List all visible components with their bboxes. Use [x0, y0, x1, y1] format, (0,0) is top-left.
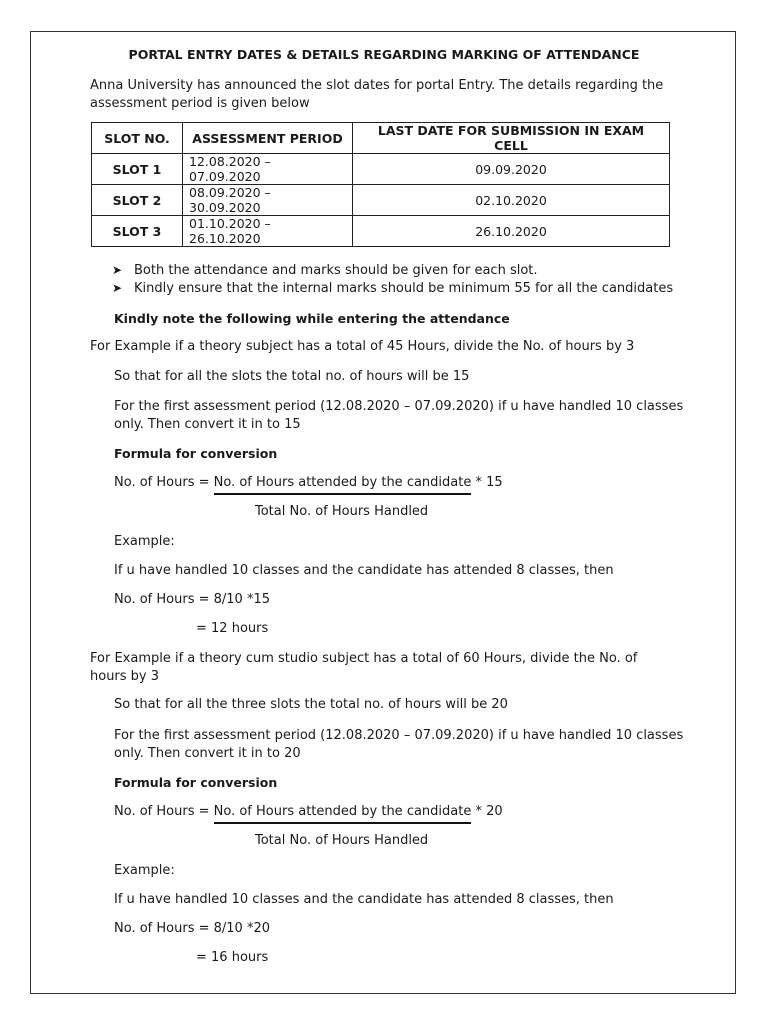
slot-table [91, 122, 670, 247]
example1-example-label: Example: [114, 534, 175, 549]
example2-example-label: Example: [114, 863, 175, 878]
table-row [92, 154, 670, 185]
slot-cell: SLOT 2 [92, 185, 183, 216]
example1-example-text: If u have handled 10 classes and the candidate has attended 8 classes, then [114, 563, 614, 578]
example2-first-period: For the first assessment period (12.08.2020 – 07.09.2020) if u have handled 10 classes only. Then convert it in to 20 [114, 728, 684, 761]
header-assessment-period: ASSESSMENT PERIOD [183, 123, 353, 154]
period-cell: 01.10.2020 – 26.10.2020 [183, 216, 353, 247]
bullet-item: ➤ Kindly ensure that the internal marks should be minimum 55 for all the candidates [112, 281, 674, 296]
example2-calc: No. of Hours = 8/10 *20 [114, 921, 270, 936]
period-cell: 08.09.2020 – 30.09.2020 [183, 185, 353, 216]
example2-intro: For Example if a theory cum studio subject has a total of 60 Hours, divide the No. of hours by 3 [90, 651, 638, 684]
example1-intro: For Example if a theory subject has a total of 45 Hours, divide the No. of hours by 3 [90, 339, 635, 354]
last-date-cell: 09.09.2020 [353, 154, 670, 185]
example1-result: = 12 hours [196, 621, 269, 636]
intro-paragraph: Anna University has announced the slot dates for portal Entry. The details regarding the assessment period is given below [90, 78, 664, 111]
last-date-cell: 26.10.2020 [353, 216, 670, 247]
example2-example-text: If u have handled 10 classes and the candidate has attended 8 classes, then [114, 892, 614, 907]
bullet-item: ➤ Both the attendance and marks should be given for each slot. [112, 263, 538, 278]
example2-slots-total: So that for all the three slots the total no. of hours will be 20 [114, 697, 508, 712]
arrow-bullet-icon: ➤ [112, 281, 123, 295]
table-row [92, 185, 670, 216]
example1-calc: No. of Hours = 8/10 *15 [114, 592, 270, 607]
example1-first-period: For the first assessment period (12.08.2020 – 07.09.2020) if u have handled 10 classes only. Then convert it in to 15 [114, 399, 684, 432]
formula-numerator: No. of Hours attended by the candidate [213, 804, 472, 819]
note-heading: Kindly note the following while entering the attendance [114, 311, 510, 326]
period-cell: 12.08.2020 – 07.09.2020 [183, 154, 353, 185]
example1-formula-heading: Formula for conversion [114, 446, 278, 461]
last-date-cell: 02.10.2020 [353, 185, 670, 216]
arrow-bullet-icon: ➤ [112, 263, 123, 277]
slot-cell: SLOT 1 [92, 154, 183, 185]
example2-formula-heading: Formula for conversion [114, 775, 278, 790]
formula-numerator: No. of Hours attended by the candidate [213, 475, 472, 490]
example2-formula: No. of Hours = No. of Hours attended by the candidate * 20 [114, 804, 503, 819]
example1-slots-total: So that for all the slots the total no. of hours will be 15 [114, 369, 470, 384]
example2-result: = 16 hours [196, 950, 269, 965]
table-row [92, 216, 670, 247]
example1-formula-denominator: Total No. of Hours Handled [255, 504, 429, 519]
slot-cell: SLOT 3 [92, 216, 183, 247]
header-slot-no: SLOT NO. [92, 123, 183, 154]
header-last-date: LAST DATE FOR SUBMISSION IN EXAM CELL [353, 123, 670, 154]
example2-formula-denominator: Total No. of Hours Handled [255, 833, 429, 848]
page-title: PORTAL ENTRY DATES & DETAILS REGARDING MARKING OF ATTENDANCE [128, 47, 640, 62]
example1-formula: No. of Hours = No. of Hours attended by the candidate * 15 [114, 475, 503, 490]
table-header-row [92, 123, 670, 154]
